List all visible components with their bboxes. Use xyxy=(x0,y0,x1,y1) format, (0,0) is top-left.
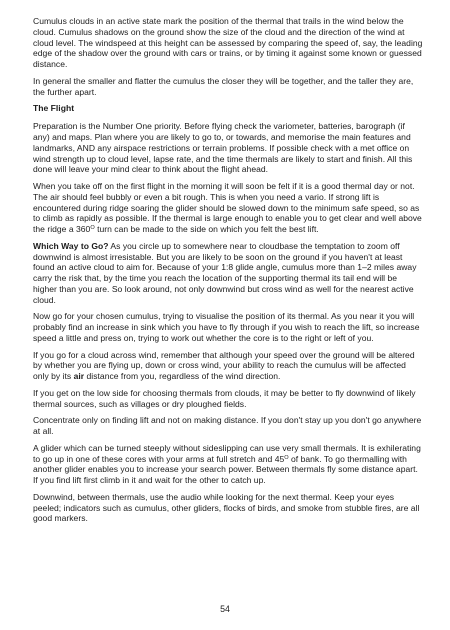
paragraph-preparation: Preparation is the Number One priority. Before flying check the variometer, batteries, barograph (if any) and maps. Plan where you are likely to go to, or towards, and memorise the main features and landmarks, AND any airspace restrictions or terrain problems. If possible check with a met office on wind strength up to cloud level, lapse rate, and the time thermals are likely to start and finish. All this done will leave your mind clear to think about the flight ahead. xyxy=(33,121,413,175)
paragraph-cross-wind xyxy=(33,350,423,382)
paragraph-take-off-text-a: When you take off on the first flight in the morning it will soon be felt if it is a good thermal day or not. The air should feel bubbly or even a bit rough. This is when you need a vario. If strong lift is encountered during ridge soaring the glider should be slowed down to the minimum safe speed, so as to climb as rapidly as possible. If the thermal is large enough to enable you to get clear and well above the ridge a 360 xyxy=(33,181,422,234)
paragraph-small-thermals xyxy=(33,443,423,486)
section-heading-the-flight: The Flight xyxy=(33,103,75,114)
paragraph-which-way-body: As you circle up to somewhere near to cloudbase the temptation to zoom off downwind is almost irresistable. But you are likely to be soon on the ground if you haven't at least found an active cloud to aim for. Because of your 1:8 glide angle, cumulus more than 1–2 miles away carry the risk that, by the time you reach the location of the supporting thermal its tail end will be higher than you are. So look around, not only downwind but cross wind as well for the nearest active cloud. xyxy=(33,240,417,305)
paragraph-downwind: Downwind, between thermals, use the audio while looking for the next thermal. Keep your eyes peeled; indicators such as cumulus, other gliders, flocks of birds, and smoke from stubble fires, are all good markers. xyxy=(33,491,420,524)
paragraph-cross-wind-text-b: distance from you, regardless of the wind direction. xyxy=(84,371,281,381)
paragraph-cumulus-clouds: Cumulus clouds in an active state mark the position of the thermal that trails in the wind below the cloud. Cumulus shadows on the ground show the size of the cloud and the direction of the wind at cloud level. The windspeed at this height can be assessed by comparing the speed of, say, the leading edge of the shadow over the ground with cars or trains, or by timing it against some known or guessed distance. xyxy=(33,16,423,69)
paragraph-small-thermals-text-b: of bank. To go thermalling with another glider enables you to increase your search power. Between thermals fly some distance apart. If you find lift first climb in it and wait for the other to catch up. xyxy=(33,453,418,485)
paragraph-take-off xyxy=(33,181,423,235)
paragraph-small-thermals-text-a: A glider which can be turned steeply without sideslipping can use very small thermals. It is exhilerating to go up in one of these cores with your arms at full stretch and 45 xyxy=(33,442,421,464)
degree-superscript: O xyxy=(90,225,95,231)
paragraph-cumulus-spacing: In general the smaller and flatter the cumulus the closer they will be together, and the taller they are, the further apart. xyxy=(33,75,414,97)
run-in-heading-which-way-to-go: Which Way to Go? xyxy=(33,240,109,251)
paragraph-low-side: If you get on the low side for choosing thermals from clouds, it may be better to fly downwind of likely thermal sources, such as villages or dry ploughed fields. xyxy=(33,387,416,409)
paragraph-cross-wind-text-a: If you go for a cloud across wind, remember that although your speed over the ground will be altered by whether you are flying up, down or cross wind, your ability to reach the cumulus will be affected only by its xyxy=(33,349,415,381)
page-number: 54 xyxy=(220,604,230,614)
paragraph-concentrate: Concentrate only on finding lift and not on making distance. If you don't stay up you don't go anywhere at all. xyxy=(33,415,422,436)
paragraph-which-way-to-go xyxy=(33,241,423,306)
paragraph-chosen-cumulus: Now go for your chosen cumulus, trying to visualise the position of its thermal. As you near it you will probably find an increase in sink which you have to fly through if you wish to reach the lift, so increase speed a little and press on, trying to work out whether the core is to the right or left of you. xyxy=(33,311,420,343)
emphasis-air: air xyxy=(73,371,85,381)
degree-superscript: O xyxy=(284,454,289,461)
paragraph-take-off-text-b: turn can be made to the side on which you felt the best lift. xyxy=(94,224,319,234)
